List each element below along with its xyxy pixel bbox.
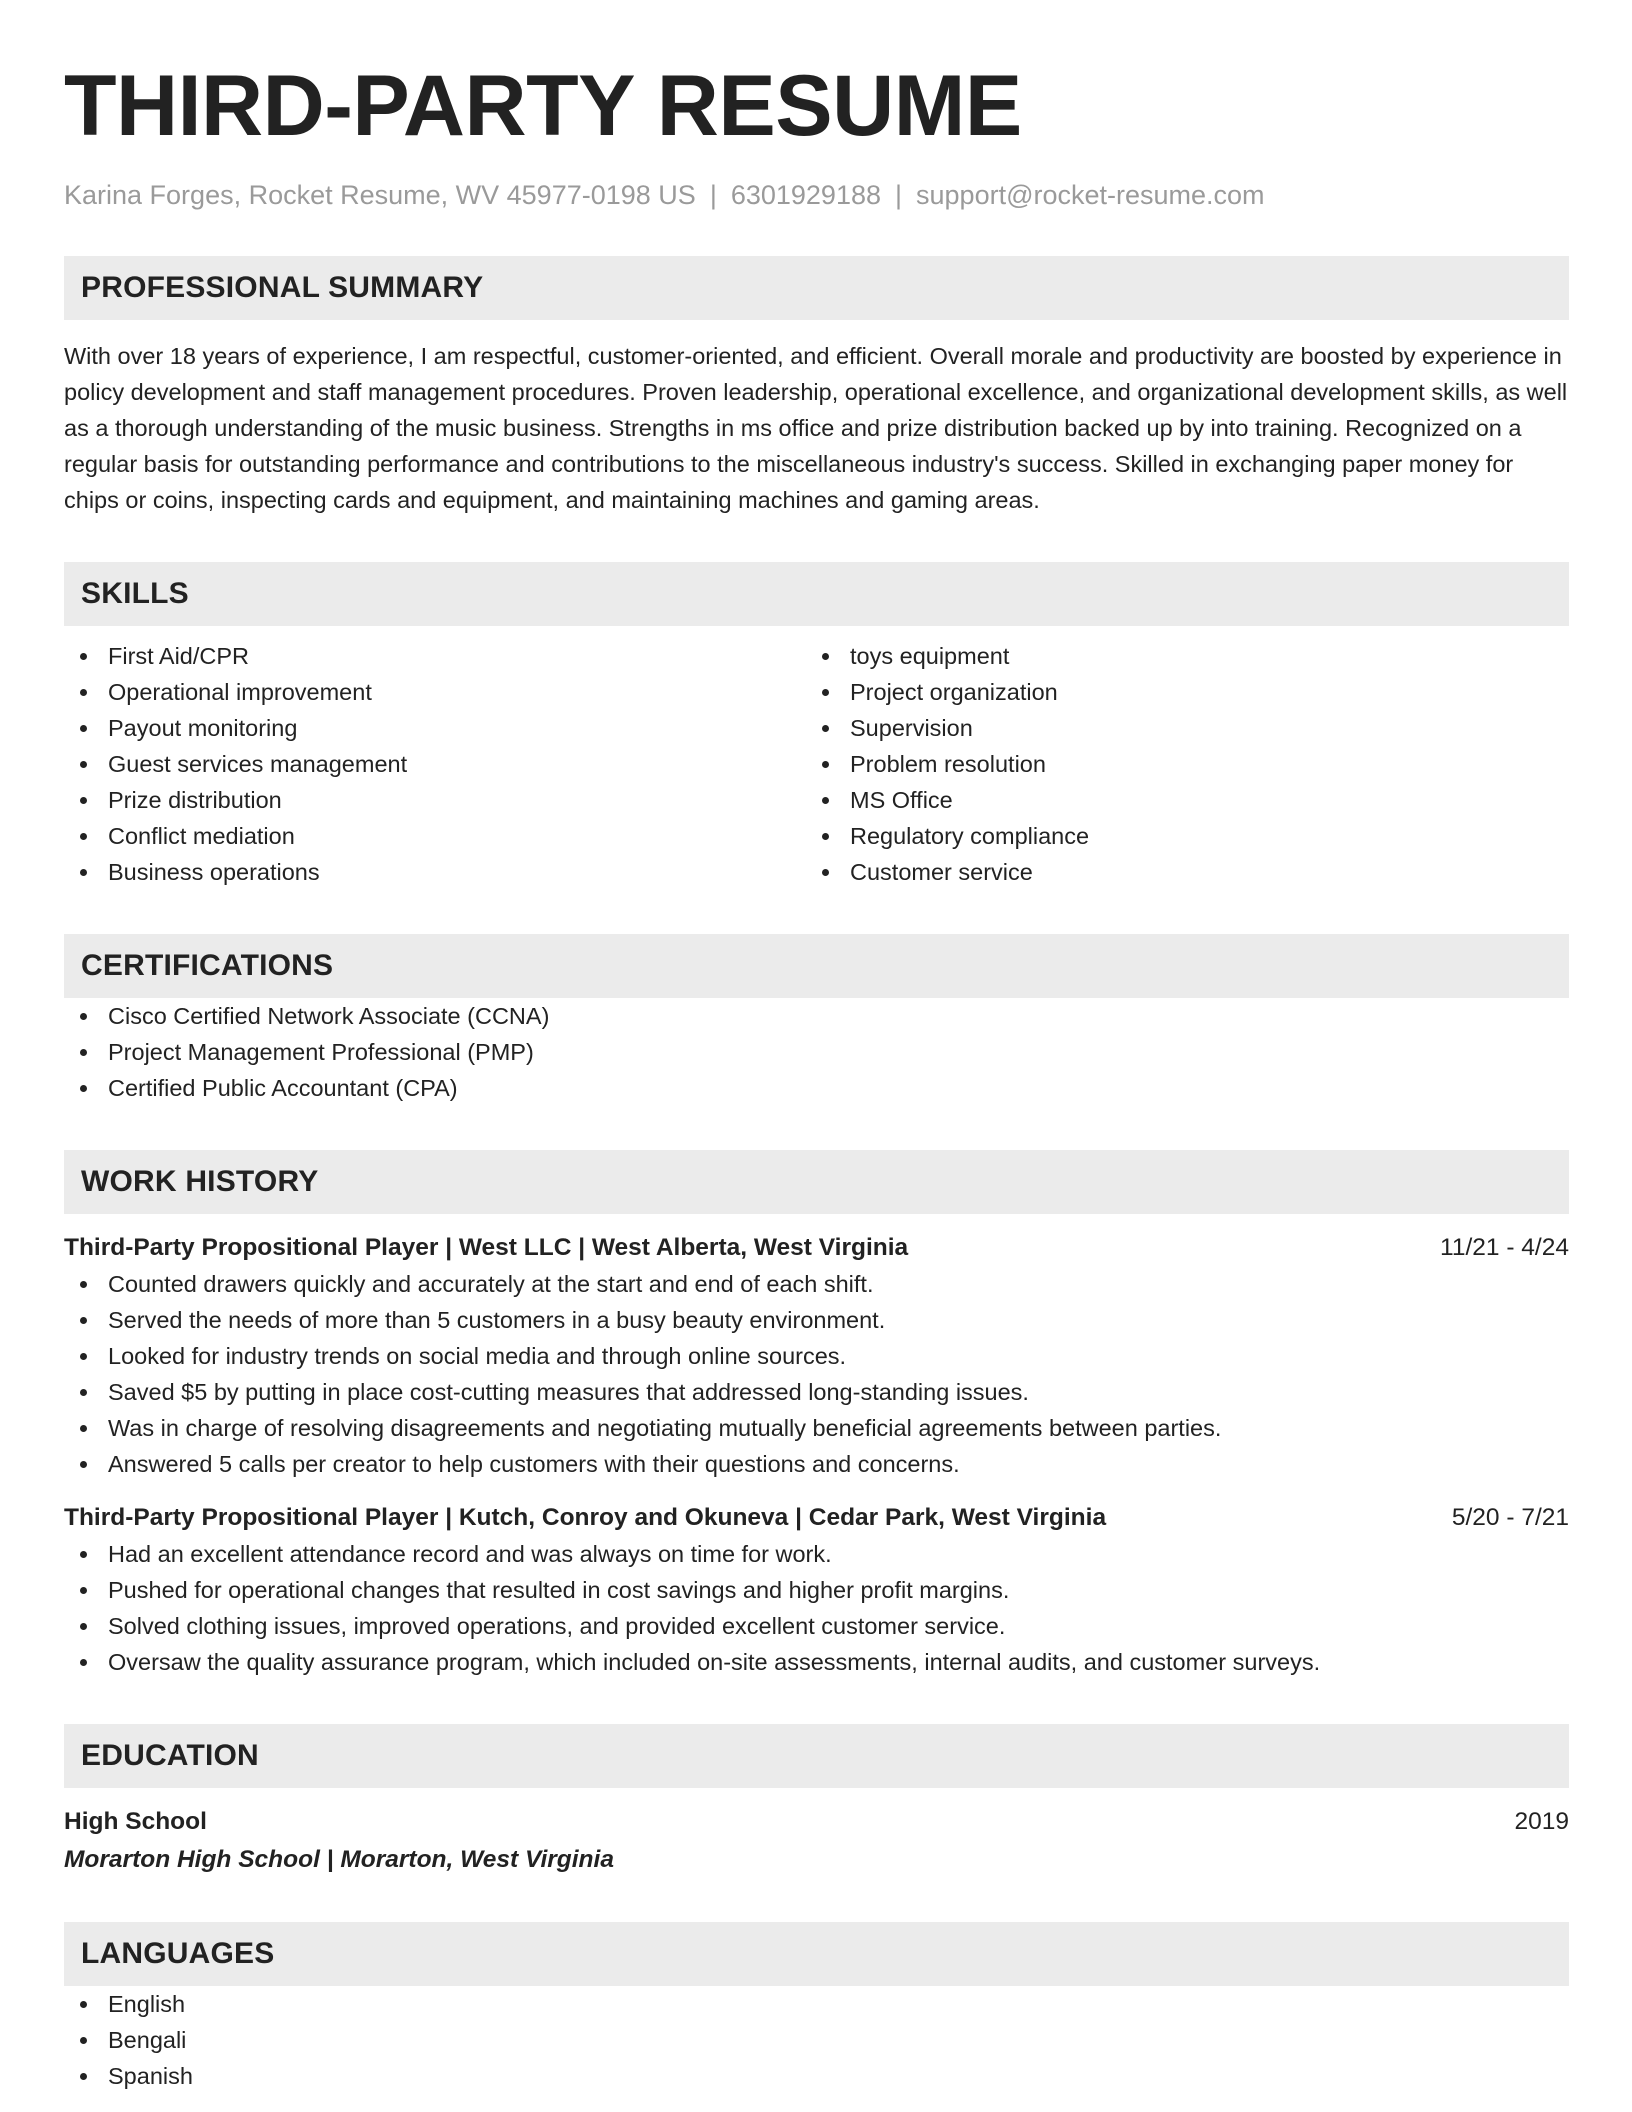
job-duty-item: Saved $5 by putting in place cost-cutting measures that addressed long-standing issues. (64, 1374, 1569, 1410)
skill-item: Regulatory compliance (806, 818, 1548, 854)
job-entry (64, 1500, 1569, 1680)
section-heading-work-history: WORK HISTORY (64, 1150, 1569, 1214)
skill-item: Prize distribution (64, 782, 806, 818)
skill-item: toys equipment (806, 638, 1548, 674)
language-item: Spanish (64, 2058, 1569, 2094)
certifications-list (64, 998, 1569, 1106)
job-title: Third-Party Propositional Player | West LLC | West Alberta, West Virginia (64, 1234, 909, 1261)
job-duty-item: Counted drawers quickly and accurately at the start and end of each shift. (64, 1266, 1569, 1302)
job-entry (64, 1230, 1569, 1482)
contact-email: support@rocket-resume.com (916, 180, 1265, 210)
contact-address: Karina Forges, Rocket Resume, WV 45977-0198 US (64, 180, 696, 210)
skill-item: Project organization (806, 674, 1548, 710)
section-heading-certifications: CERTIFICATIONS (64, 934, 1569, 998)
skill-item: Operational improvement (64, 674, 806, 710)
job-duty-item: Was in charge of resolving disagreements and negotiating mutually beneficial agreements between parties. (64, 1410, 1569, 1446)
contact-line (64, 178, 1569, 212)
skill-item: Problem resolution (806, 746, 1548, 782)
education-year: 2019 (1514, 1808, 1569, 1835)
job-duties-list (64, 1536, 1569, 1680)
skill-item: Guest services management (64, 746, 806, 782)
language-item: Bengali (64, 2022, 1569, 2058)
skills-column-left (64, 638, 806, 890)
job-header (64, 1230, 1569, 1266)
section-heading-education: EDUCATION (64, 1724, 1569, 1788)
job-duty-item: Served the needs of more than 5 customers in a busy beauty environment. (64, 1302, 1569, 1338)
skill-item: MS Office (806, 782, 1548, 818)
language-item: English (64, 1986, 1569, 2022)
summary-text: With over 18 years of experience, I am respectful, customer-oriented, and efficient. Overall morale and productivity are boosted by experience in policy development and staff management procedures. Proven leadership, operational excellence, and organizational development skills, as well as a thorough understanding of the music business. Strengths in ms office and prize distribution backed up by into training. Recognized on a regular basis for outstanding performance and contributions to the miscellaneous industry's success. Skilled in exchanging paper money for chips or coins, inspecting cards and equipment, and maintaining machines and gaming areas. (64, 343, 1568, 513)
skill-item: Payout monitoring (64, 710, 806, 746)
contact-separator: | (709, 180, 717, 210)
section-heading-skills: SKILLS (64, 562, 1569, 626)
job-header (64, 1500, 1569, 1536)
certification-item: Project Management Professional (PMP) (64, 1034, 1569, 1070)
skills-list (64, 638, 1569, 890)
job-dates: 5/20 - 7/21 (1451, 1504, 1569, 1531)
job-duty-item: Had an excellent attendance record and was always on time for work. (64, 1536, 1569, 1572)
contact-separator: | (895, 180, 903, 210)
job-dates: 11/21 - 4/24 (1440, 1234, 1569, 1261)
skill-item: Business operations (64, 854, 806, 890)
job-duty-item: Pushed for operational changes that resulted in cost savings and higher profit margins. (64, 1572, 1569, 1608)
skill-item: Supervision (806, 710, 1548, 746)
education-degree: High School (64, 1808, 207, 1835)
job-duty-item: Answered 5 calls per creator to help customers with their questions and concerns. (64, 1446, 1569, 1482)
skills-column-right (806, 638, 1548, 890)
job-title: Third-Party Propositional Player | Kutch, Conroy and Okuneva | Cedar Park, West Virginia (64, 1504, 1107, 1531)
section-heading-languages: LANGUAGES (64, 1922, 1569, 1986)
certification-item: Certified Public Accountant (CPA) (64, 1070, 1569, 1106)
skill-item: First Aid/CPR (64, 638, 806, 674)
section-heading-summary: PROFESSIONAL SUMMARY (64, 256, 1569, 320)
education-header (64, 1804, 1569, 1840)
job-duty-item: Oversaw the quality assurance program, which included on-site assessments, internal audits, and customer surveys. (64, 1644, 1569, 1680)
contact-phone: 6301929188 (730, 180, 881, 210)
certification-item: Cisco Certified Network Associate (CCNA) (64, 998, 1569, 1034)
languages-list (64, 1986, 1569, 2094)
job-duty-item: Solved clothing issues, improved operations, and provided excellent customer service. (64, 1608, 1569, 1644)
skill-item: Conflict mediation (64, 818, 806, 854)
resume-page (64, 0, 1569, 2094)
skill-item: Customer service (806, 854, 1548, 890)
education-school: Morarton High School | Morarton, West Virginia (64, 1846, 614, 1873)
job-duty-item: Looked for industry trends on social media and through online sources. (64, 1338, 1569, 1374)
resume-title: THIRD-PARTY RESUME (64, 58, 1022, 154)
job-duties-list (64, 1266, 1569, 1482)
